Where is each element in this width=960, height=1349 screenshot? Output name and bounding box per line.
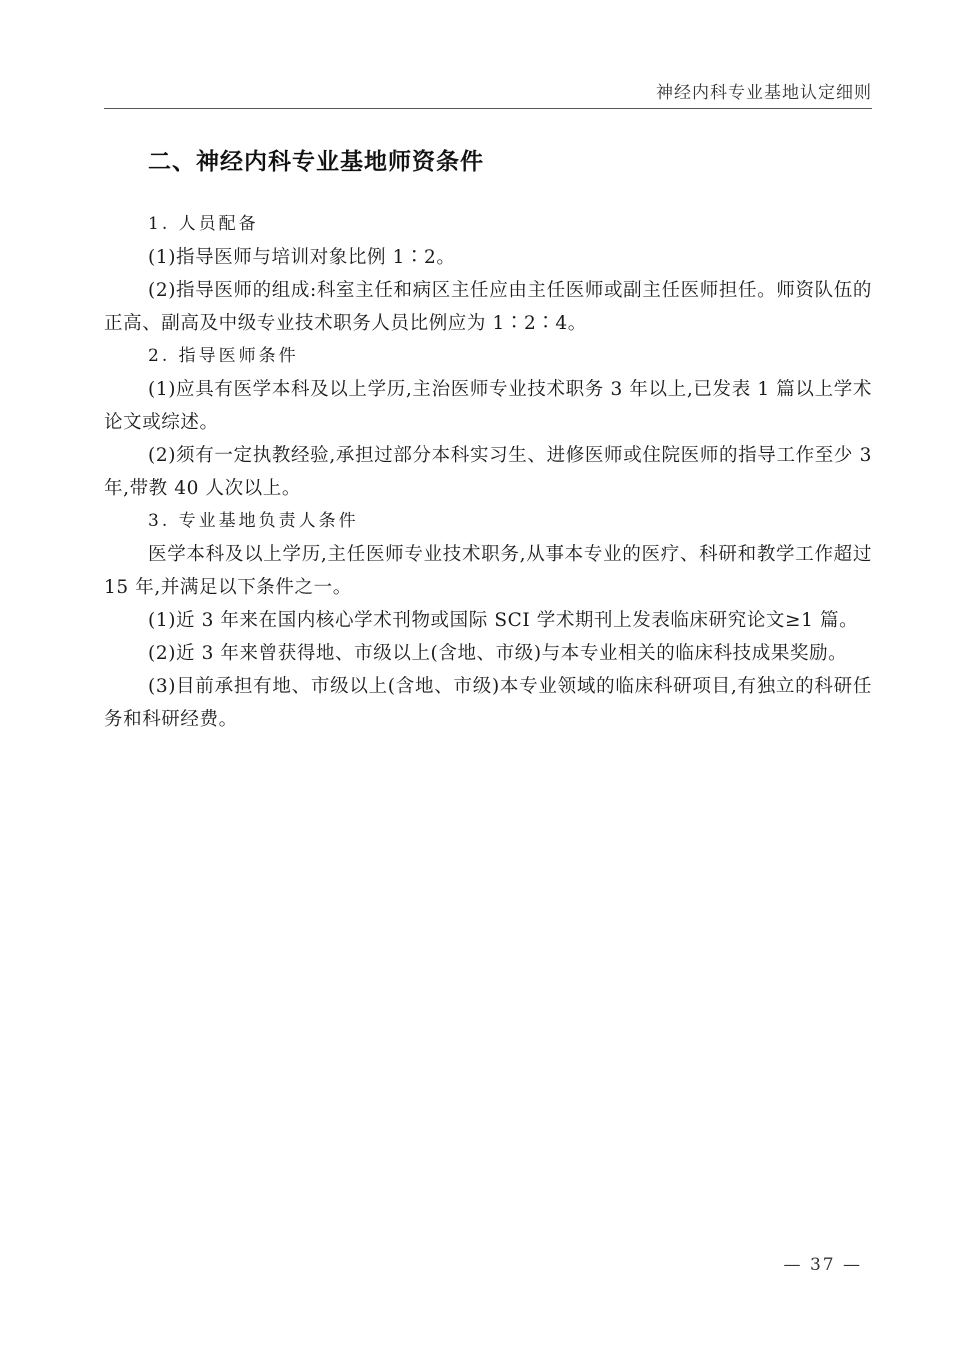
subsection-heading-director-requirements: 3. 专业基地负责人条件 [148, 511, 359, 531]
page-number: — 37 — [783, 1255, 862, 1275]
paragraph: (1)应具有医学本科及以上学历,主治医师专业技术职务 3 年以上,已发表 1 篇以上学术论文或综述。 [104, 379, 872, 433]
paragraph: (1)近 3 年来在国内核心学术刊物或国际 SCI 学术期刊上发表临床研究论文≥1 篇。 [148, 610, 859, 631]
paragraph: (2)近 3 年来曾获得地、市级以上(含地、市级)与本专业相关的临床科技成果奖励。 [148, 643, 848, 664]
document-body [104, 142, 872, 736]
header-divider [104, 108, 872, 109]
paragraph: (2)指导医师的组成:科室主任和病区主任应由主任医师或副主任医师担任。师资队伍的正高、副高及中级专业技术职务人员比例应为 1∶2∶4。 [104, 280, 872, 334]
paragraph: 医学本科及以上学历,主任医师专业技术职务,从事本专业的医疗、科研和教学工作超过 15 年,并满足以下条件之一。 [104, 544, 872, 598]
section-title: 二、神经内科专业基地师资条件 [148, 149, 484, 175]
paragraph: (2)须有一定执教经验,承担过部分本科实习生、进修医师或住院医师的指导工作至少 3 年,带教 40 人次以上。 [104, 445, 872, 499]
subsection-heading-staffing: 1. 人员配备 [148, 214, 259, 234]
subsection-heading-instructor-requirements: 2. 指导医师条件 [148, 346, 299, 366]
paragraph: (3)目前承担有地、市级以上(含地、市级)本专业领域的临床科研项目,有独立的科研任务和科研经费。 [104, 676, 872, 730]
paragraph: (1)指导医师与培训对象比例 1∶2。 [148, 247, 456, 268]
running-header: 神经内科专业基地认定细则 [656, 83, 872, 103]
